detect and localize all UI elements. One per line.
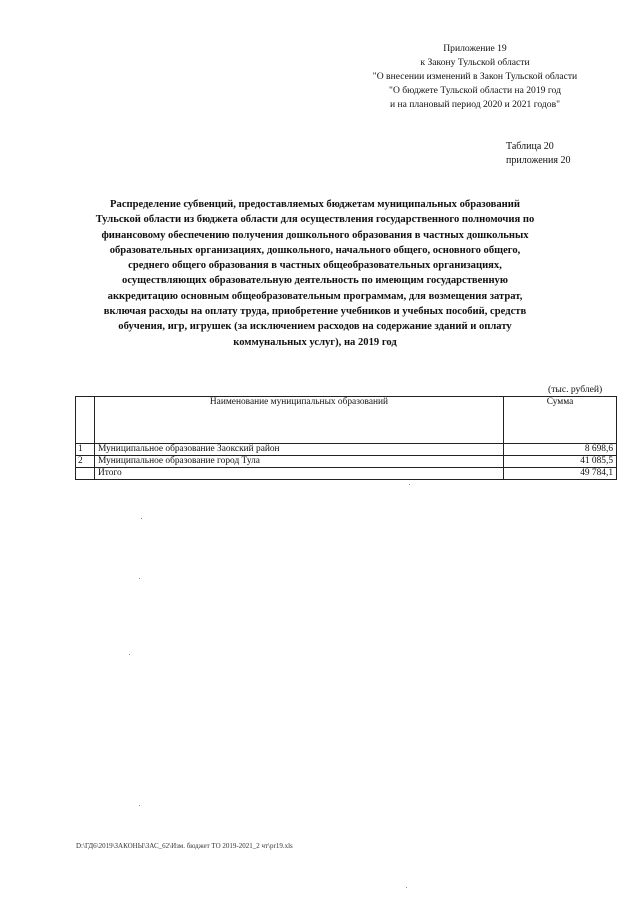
title-line: осуществляющих образовательную деятельность по имеющим государственную (122, 275, 508, 287)
appendix-line: "О бюджете Тульской области на 2019 год (389, 85, 561, 96)
scan-speck (129, 654, 130, 655)
units-label: (тыс. рублей) (548, 384, 603, 395)
row-name: Муниципальное образование Заокский район (95, 444, 504, 456)
table-reference (506, 140, 570, 168)
scan-speck (139, 805, 140, 806)
row-num (76, 468, 95, 480)
table-ref-line: Таблица 20 (506, 141, 554, 152)
title-line: среднего общего образования в частных общеобразовательных организациях, (128, 260, 502, 272)
row-num: 2 (76, 456, 95, 468)
title-line: Тульской области из бюджета области для осуществления государственного полномочия по (95, 214, 535, 226)
table-row (76, 456, 617, 468)
row-sum: 8 698,6 (504, 444, 617, 456)
row-sum: 41 085,5 (504, 456, 617, 468)
title-line: обучения, игр, игрушек (за исключением расходов на содержание зданий и оплату (118, 321, 512, 333)
title-line: аккредитацию основным общеобразовательным программам, для возмещения затрат, (107, 290, 523, 302)
appendix-reference (360, 42, 590, 112)
row-sum: 49 784,1 (504, 468, 617, 480)
document-title (80, 197, 550, 350)
allocation-table (75, 396, 617, 480)
row-name: Муниципальное образование город Тула (95, 456, 504, 468)
scan-speck (141, 518, 142, 519)
row-name: Итого (95, 468, 504, 480)
table-ref-line: приложения 20 (506, 155, 571, 166)
scan-speck (406, 887, 407, 888)
table-header-row (76, 397, 617, 444)
header-name: Наименование муниципальных образований (95, 397, 504, 444)
title-line: включая расходы на оплату труда, приобретение учебников и учебных пособий, средств (103, 306, 527, 318)
title-line: коммунальных услуг), на 2019 год (233, 336, 397, 348)
appendix-line: "О внесении изменений в Закон Тульской области (372, 71, 578, 82)
header-sum: Сумма (504, 397, 617, 444)
title-line: образовательных организациях, дошкольного, начального общего, основного общего, (109, 244, 521, 256)
appendix-line: и на плановый период 2020 и 2021 годов" (389, 99, 561, 110)
title-line: Распределение субвенций, предоставляемых бюджетам муниципальных образований (110, 199, 520, 210)
scan-speck (409, 484, 410, 485)
title-line: финансовому обеспечению получения дошкольного образования в частных дошкольных (101, 229, 529, 241)
appendix-line: к Закону Тульской области (420, 57, 530, 68)
scan-speck (139, 578, 140, 579)
table-total-row (76, 468, 617, 480)
header-num (76, 397, 95, 444)
footer-filepath: D:\ГД6\2019\ЗАКОНЫ\ЗАС_62\Изм. бюджет ТО 2019-2021_2 чт\pr19.xls (76, 842, 293, 850)
appendix-line: Приложение 19 (443, 43, 507, 54)
row-num: 1 (76, 444, 95, 456)
table-row (76, 444, 617, 456)
